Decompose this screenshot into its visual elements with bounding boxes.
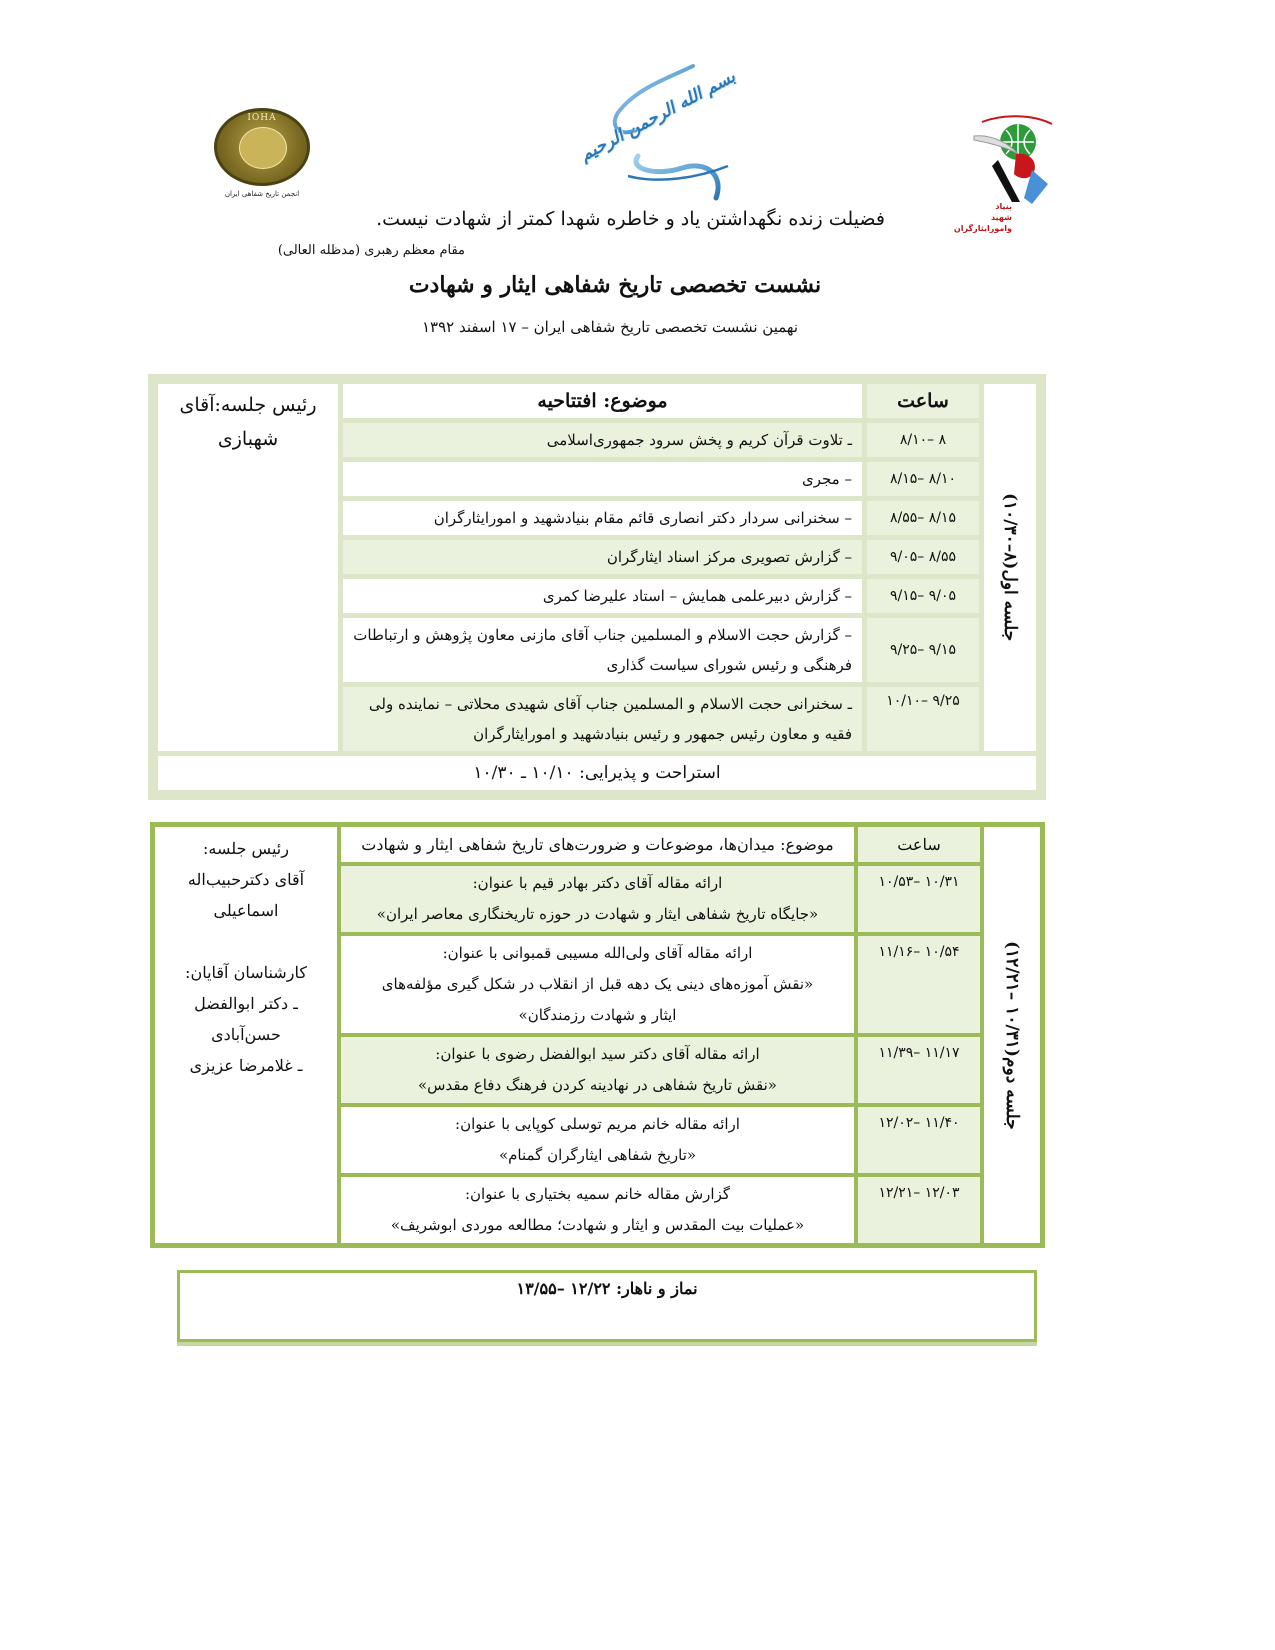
page-title bbox=[0, 272, 1275, 298]
paper-presenter: ارائه مقاله آقای دکتر سید ابوالفضل رضوی با عنوان: bbox=[435, 1045, 760, 1063]
row-topic: – گزارش تصویری مرکز اسناد ایثارگران bbox=[343, 540, 862, 574]
row-topic: ـ سخنرانی حجت الاسلام و المسلمین جناب آقای شهیدی محلاتی – نماینده ولی فقیه و معاون رئیس جمهور و رئیس بنیادشهید و امورایثارگران bbox=[343, 687, 862, 751]
row-time: ۸/۵۵ –۹/۰۵ bbox=[867, 540, 979, 574]
chair-line: آقای دکترحبیب‌اله bbox=[187, 870, 305, 889]
row-topic bbox=[339, 1035, 856, 1105]
row-time: ۹/۲۵ –۱۰/۱۰ bbox=[867, 687, 979, 751]
session1-chair: رئیس جلسه:آقای شهبازی bbox=[158, 384, 338, 751]
logo-caption: انجمن تاریخ شفاهی ایران bbox=[224, 190, 300, 198]
page-subtitle bbox=[0, 318, 1275, 336]
paper-title: «جایگاه تاریخ شفاهی ایثار و شهادت در حوزه تاریخنگاری معاصر ایران» bbox=[376, 905, 819, 923]
session1-label-cell bbox=[984, 384, 1036, 751]
paper-presenter: گزارش مقاله خانم سمیه بختیاری با عنوان: bbox=[464, 1185, 731, 1203]
row-time: ۱۰/۳۱ –۱۰/۵۳ bbox=[856, 864, 982, 934]
row-time: ۱۲/۰۳ –۱۲/۲۱ bbox=[856, 1175, 982, 1245]
chair-line: ـ دکتر ابوالفضل bbox=[194, 994, 298, 1013]
martyrs-foundation-logo bbox=[953, 114, 1064, 234]
schedule-area bbox=[0, 374, 1275, 1342]
break-row: استراحت و پذیرایی: ۱۰/۱۰ ـ ۱۰/۳۰ bbox=[158, 756, 1036, 790]
foundation-caption bbox=[953, 201, 1012, 234]
row-time: ۸/۱۰ –۸/۱۵ bbox=[867, 462, 979, 496]
row-time: ۱۱/۴۰ –۱۲/۰۲ bbox=[856, 1105, 982, 1175]
logo-seal bbox=[214, 108, 310, 186]
row-time: ۸/۱۵ –۸/۵۵ bbox=[867, 501, 979, 535]
row-topic: – مجری bbox=[343, 462, 862, 496]
row-topic: – گزارش حجت الاسلام و المسلمین جناب آقای مازنی معاون پژوهش و ارتباطات فرهنگی و رئیس شورای سیاست گذاری bbox=[343, 618, 862, 682]
row-topic bbox=[339, 1105, 856, 1175]
leader-quote: فضیلت زنده نگهداشتن یاد و خاطره شهدا کمتر از شهادت نیست. bbox=[376, 208, 885, 230]
row-topic bbox=[339, 1175, 856, 1245]
bismillah-calligraphy bbox=[576, 58, 739, 208]
oral-history-association-logo bbox=[214, 108, 310, 204]
lunch-break-box: نماز و ناهار: ۱۲/۲۲ –۱۳/۵۵ bbox=[177, 1270, 1037, 1342]
chair-line: رئیس جلسه: bbox=[203, 839, 289, 858]
chair-line bbox=[156, 926, 336, 957]
paper-title: «تاریخ شفاهی ایثارگران گمنام» bbox=[498, 1146, 697, 1164]
quote-source: مقام معظم رهبری (مدظله العالی) bbox=[277, 243, 465, 258]
title-text: نشست تخصصی تاریخ شفاهی ایثار و شهادت bbox=[408, 272, 822, 298]
paper-presenter: ارائه مقاله آقای ولی‌الله مسیبی قمبوانی با عنوان: bbox=[442, 944, 753, 962]
subtitle-text: نهمین نشست تخصصی تاریخ شفاهی ایران – ۱۷ اسفند ۱۳۹۲ bbox=[421, 318, 799, 336]
paper-title: «نقش تاریخ شفاهی در نهادینه کردن فرهنگ دفاع مقدس» bbox=[418, 1076, 777, 1094]
row-topic bbox=[339, 864, 856, 934]
caption-line: وامورایثارگران bbox=[953, 224, 1012, 233]
topic-header: موضوع: میدان‌ها، موضوعات و ضرورت‌های تاریخ شفاهی ایثار و شهادت bbox=[339, 825, 856, 864]
chair-line: اسماعیلی bbox=[213, 901, 279, 920]
caption-line: بنیاد bbox=[995, 202, 1012, 211]
bismillah-text: بسم الله الرحمن الرحیم bbox=[576, 66, 739, 166]
time-header: ساعت bbox=[867, 384, 979, 418]
row-time: ۹/۱۵ –۹/۲۵ bbox=[867, 618, 979, 682]
chair-line: کارشناسان آقایان: bbox=[185, 963, 307, 982]
paper-presenter: ارائه مقاله خانم مریم توسلی کوپایی با عنوان: bbox=[455, 1115, 740, 1133]
logo-ring-text: IOHA bbox=[247, 113, 277, 123]
paper-presenter: ارائه مقاله آقای دکتر بهادر قیم با عنوان: bbox=[472, 874, 723, 892]
row-topic: – گزارش دبیرعلمی همایش – استاد علیرضا کمری bbox=[343, 579, 862, 613]
row-topic: ـ تلاوت قرآن کریم و پخش سرود جمهوری‌اسلامی bbox=[343, 423, 862, 457]
time-header: ساعت bbox=[856, 825, 982, 864]
session1-table bbox=[148, 374, 1046, 800]
session2-chair bbox=[153, 825, 339, 1245]
session2-table bbox=[150, 822, 1045, 1248]
session2-label: جلسه دوم(۱۰/۳۱ –۱۲/۲۱) bbox=[1002, 940, 1022, 1130]
chair-line: ـ غلامرضا عزیزی bbox=[189, 1056, 303, 1075]
foundation-emblem bbox=[972, 114, 1064, 204]
session2-label-cell bbox=[982, 825, 1042, 1245]
row-time: ۱۱/۱۷ –۱۱/۳۹ bbox=[856, 1035, 982, 1105]
logo-calligraphy bbox=[239, 127, 287, 169]
paper-title: «عملیات بیت المقدس و ایثار و شهادت؛ مطالعه موردی ابوشریف» bbox=[390, 1216, 805, 1234]
topic-header: موضوع: افتتاحیه bbox=[343, 384, 862, 418]
row-time: ۸ –۸/۱۰ bbox=[867, 423, 979, 457]
row-topic bbox=[339, 934, 856, 1035]
row-time: ۹/۰۵ –۹/۱۵ bbox=[867, 579, 979, 613]
session1-label: جلسه اول(۸–۱۰/۳۰) bbox=[1000, 493, 1020, 642]
caption-line: شهید bbox=[990, 213, 1012, 222]
row-time: ۱۰/۵۴ –۱۱/۱۶ bbox=[856, 934, 982, 1035]
chair-line: حسن‌آبادی bbox=[211, 1025, 281, 1044]
row-topic: – سخنرانی سردار دکتر انصاری قائم مقام بنیادشهید و امورایثارگران bbox=[343, 501, 862, 535]
paper-title: «نقش آموزه‌های دینی یک دهه قبل از انقلاب در شکل گیری مؤلفه‌های ایثار و شهادت رزمندگان» bbox=[381, 975, 814, 1024]
